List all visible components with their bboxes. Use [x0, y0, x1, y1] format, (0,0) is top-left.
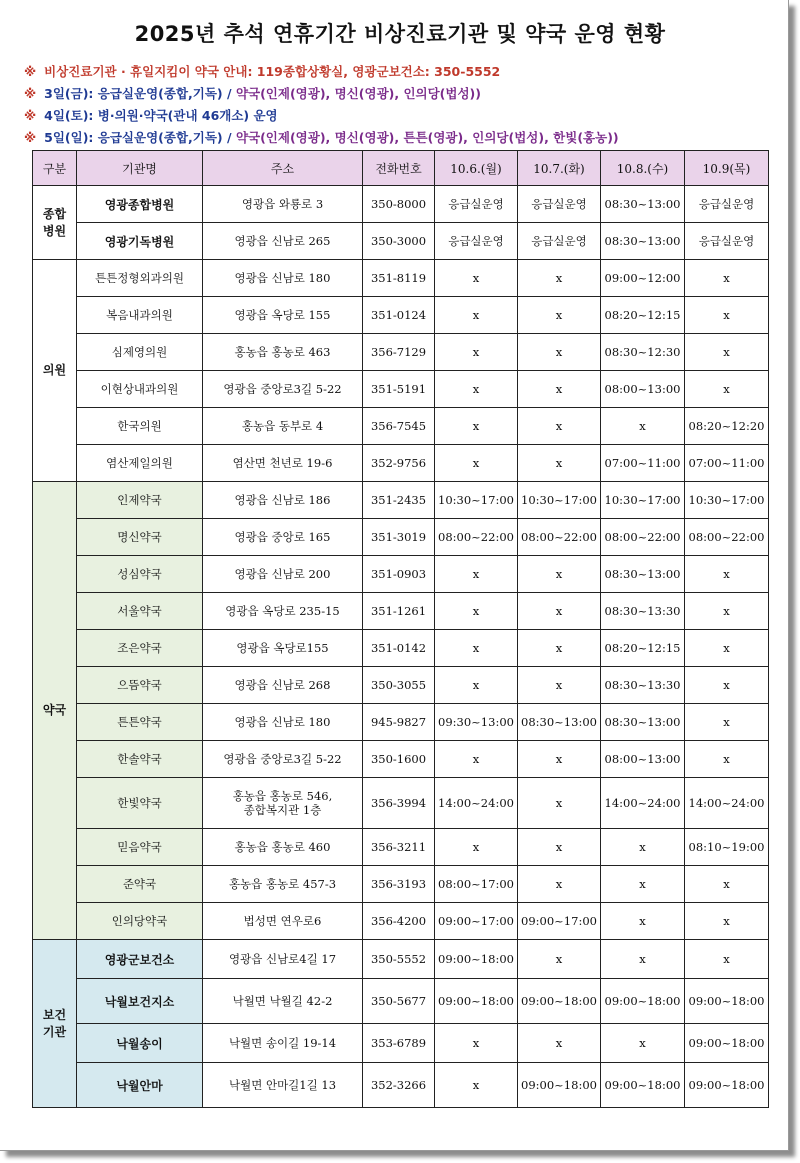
date-1-cell: 09:00~18:00 [435, 979, 518, 1024]
address-cell: 홍농읍 홍농로 460 [203, 829, 363, 866]
address-cell: 영광읍 신남로4길 17 [203, 940, 363, 979]
date-4-cell: 09:00~18:00 [685, 979, 769, 1024]
address-cell: 영광읍 신남로 268 [203, 667, 363, 704]
address-cell: 낙월면 안마길1길 13 [203, 1063, 363, 1108]
phone-cell: 352-9756 [363, 445, 435, 482]
date-2-cell: 09:00~17:00 [518, 903, 601, 940]
date-1-cell: x [435, 667, 518, 704]
name-cell: 심제영의원 [77, 334, 203, 371]
table-row [33, 866, 769, 903]
table-row [33, 829, 769, 866]
date-1-cell: x [435, 334, 518, 371]
notice-day3 [24, 84, 481, 102]
date-2-cell: 08:00~22:00 [518, 519, 601, 556]
date-1-cell: x [435, 445, 518, 482]
date-4-cell: x [685, 371, 769, 408]
date-4-cell: x [685, 903, 769, 940]
table-row [33, 519, 769, 556]
notice-day4-text: 4일(토): 병·의원·약국(관내 46개소) 운영 [44, 108, 278, 123]
phone-cell: 351-0142 [363, 630, 435, 667]
phone-cell: 351-2435 [363, 482, 435, 519]
date-3-cell: 09:00~18:00 [601, 1063, 685, 1108]
date-2-cell: x [518, 1024, 601, 1063]
name-cell: 튼튼정형외과의원 [77, 260, 203, 297]
table-row [33, 408, 769, 445]
date-1-cell: x [435, 371, 518, 408]
date-3-cell: 08:30~12:30 [601, 334, 685, 371]
date-2-cell: 09:00~18:00 [518, 979, 601, 1024]
date-4-cell: x [685, 556, 769, 593]
date-1-cell: 09:30~13:00 [435, 704, 518, 741]
table-row [33, 223, 769, 260]
document-title: 2025년 추석 연휴기간 비상진료기관 및 약국 운영 현황 [134, 22, 666, 46]
phone-cell: 351-1261 [363, 593, 435, 630]
phone-cell: 350-5552 [363, 940, 435, 979]
date-3-cell: 07:00~11:00 [601, 445, 685, 482]
table-row [33, 371, 769, 408]
header-date-3: 10.8.(수) [601, 151, 685, 186]
date-2-cell: x [518, 829, 601, 866]
name-cell: 명신약국 [77, 519, 203, 556]
category-cell-hospital: 종합 병원 [33, 186, 77, 260]
date-2-cell: 응급실운영 [518, 223, 601, 260]
address-cell: 영광읍 옥당로 235-15 [203, 593, 363, 630]
address-cell: 영광읍 중앙로 165 [203, 519, 363, 556]
date-4-cell: x [685, 593, 769, 630]
date-1-cell: 14:00~24:00 [435, 778, 518, 829]
date-4-cell: 08:10~19:00 [685, 829, 769, 866]
category-cell-pharmacy: 약국 [33, 482, 77, 940]
name-cell: 으뜸약국 [77, 667, 203, 704]
date-1-cell: 08:00~22:00 [435, 519, 518, 556]
date-2-cell: 08:30~13:00 [518, 704, 601, 741]
date-2-cell: x [518, 741, 601, 778]
date-1-cell: 08:00~17:00 [435, 866, 518, 903]
notice-sep: / [227, 86, 232, 101]
phone-cell: 351-8119 [363, 260, 435, 297]
date-2-cell: x [518, 556, 601, 593]
address-cell: 영광읍 신남로 186 [203, 482, 363, 519]
table-body [33, 186, 769, 1108]
notice-contact-text: 비상진료기관 · 휴일지킴이 약국 안내: 119종합상황실, 영광군보건소: 350-5552 [44, 64, 501, 79]
notice-day5-pharmacy: 약국(인제(영광), 명신(영광), 튼튼(영광), 인의당(법성), 한빛(홍농)) [235, 130, 619, 145]
table-row [33, 1063, 769, 1108]
table-row [33, 297, 769, 334]
header-name: 기관명 [77, 151, 203, 186]
name-cell: 조은약국 [77, 630, 203, 667]
date-1-cell: x [435, 1024, 518, 1063]
notice-sep: / [227, 130, 232, 145]
table-row [33, 186, 769, 223]
date-1-cell: x [435, 741, 518, 778]
date-2-cell: 09:00~18:00 [518, 1063, 601, 1108]
date-3-cell: 08:00~13:00 [601, 371, 685, 408]
date-2-cell: x [518, 260, 601, 297]
date-2-cell: x [518, 667, 601, 704]
name-cell: 서울약국 [77, 593, 203, 630]
date-4-cell: x [685, 741, 769, 778]
header-date-2: 10.7.(화) [518, 151, 601, 186]
date-3-cell: 09:00~18:00 [601, 979, 685, 1024]
phone-cell: 356-3994 [363, 778, 435, 829]
phone-cell: 350-8000 [363, 186, 435, 223]
date-2-cell: x [518, 408, 601, 445]
header-date-4: 10.9(목) [685, 151, 769, 186]
name-cell: 낙월송이 [77, 1024, 203, 1063]
phone-cell: 350-3055 [363, 667, 435, 704]
date-4-cell: x [685, 704, 769, 741]
phone-cell: 351-5191 [363, 371, 435, 408]
address-cell: 홍농읍 동부로 4 [203, 408, 363, 445]
date-2-cell: x [518, 297, 601, 334]
name-cell: 영광종합병원 [77, 186, 203, 223]
date-2-cell: x [518, 940, 601, 979]
date-4-cell: 09:00~18:00 [685, 1024, 769, 1063]
phone-cell: 356-7545 [363, 408, 435, 445]
phone-cell: 356-4200 [363, 903, 435, 940]
date-3-cell: x [601, 903, 685, 940]
table-row [33, 778, 769, 829]
date-1-cell: x [435, 297, 518, 334]
date-2-cell: x [518, 371, 601, 408]
date-3-cell: x [601, 866, 685, 903]
date-4-cell: x [685, 260, 769, 297]
name-cell: 영광기독병원 [77, 223, 203, 260]
notice-day5 [24, 128, 619, 146]
address-cell: 영광읍 옥당로 155 [203, 297, 363, 334]
category-cell-health: 보건 기관 [33, 940, 77, 1108]
category-cell-clinic: 의원 [33, 260, 77, 482]
date-2-cell: x [518, 778, 601, 829]
date-1-cell: 10:30~17:00 [435, 482, 518, 519]
date-4-cell: 응급실운영 [685, 186, 769, 223]
header-phone: 전화번호 [363, 151, 435, 186]
date-1-cell: x [435, 260, 518, 297]
name-cell: 한빛약국 [77, 778, 203, 829]
notice-mark: ※ [24, 64, 37, 79]
date-1-cell: 응급실운영 [435, 186, 518, 223]
table-row [33, 482, 769, 519]
address-cell: 낙월면 낙월길 42-2 [203, 979, 363, 1024]
table-row [33, 630, 769, 667]
date-4-cell: 10:30~17:00 [685, 482, 769, 519]
date-1-cell: x [435, 556, 518, 593]
address-cell: 염산면 천년로 19-6 [203, 445, 363, 482]
date-4-cell: x [685, 667, 769, 704]
notice-mark: ※ [24, 108, 37, 123]
date-1-cell: x [435, 408, 518, 445]
date-4-cell: 응급실운영 [685, 223, 769, 260]
phone-cell: 350-5677 [363, 979, 435, 1024]
table-row [33, 445, 769, 482]
address-cell: 홍농읍 홍농로 463 [203, 334, 363, 371]
date-2-cell: x [518, 866, 601, 903]
date-1-cell: x [435, 1063, 518, 1108]
date-3-cell: 08:30~13:00 [601, 704, 685, 741]
date-2-cell: x [518, 630, 601, 667]
date-2-cell: x [518, 445, 601, 482]
phone-cell: 356-7129 [363, 334, 435, 371]
date-2-cell: 10:30~17:00 [518, 482, 601, 519]
notice-day3-pharmacy: 약국(인제(영광), 명신(영광), 인의당(법성)) [235, 86, 481, 101]
date-3-cell: 08:20~12:15 [601, 297, 685, 334]
phone-cell: 945-9827 [363, 704, 435, 741]
date-3-cell: 10:30~17:00 [601, 482, 685, 519]
name-cell: 믿음약국 [77, 829, 203, 866]
name-cell: 인제약국 [77, 482, 203, 519]
notice-contact [24, 62, 500, 80]
header-date-1: 10.6.(월) [435, 151, 518, 186]
date-4-cell: x [685, 334, 769, 371]
address-cell: 법성면 연우로6 [203, 903, 363, 940]
date-3-cell: 08:30~13:30 [601, 593, 685, 630]
date-3-cell: x [601, 829, 685, 866]
date-3-cell: x [601, 1024, 685, 1063]
date-3-cell: 08:00~22:00 [601, 519, 685, 556]
table-row [33, 741, 769, 778]
date-1-cell: x [435, 829, 518, 866]
phone-cell: 351-0124 [363, 297, 435, 334]
date-4-cell: x [685, 297, 769, 334]
phone-cell: 356-3193 [363, 866, 435, 903]
table-row [33, 667, 769, 704]
date-1-cell: 09:00~17:00 [435, 903, 518, 940]
address-cell: 영광읍 옥당로155 [203, 630, 363, 667]
address-cell: 영광읍 신남로 265 [203, 223, 363, 260]
address-cell: 영광읍 중앙로3길 5-22 [203, 741, 363, 778]
name-cell: 준약국 [77, 866, 203, 903]
phone-cell: 352-3266 [363, 1063, 435, 1108]
address-cell: 낙월면 송이길 19-14 [203, 1024, 363, 1063]
address-cell: 영광읍 신남로 180 [203, 704, 363, 741]
date-1-cell: 09:00~18:00 [435, 940, 518, 979]
address-cell: 영광읍 신남로 180 [203, 260, 363, 297]
header-category: 구분 [33, 151, 77, 186]
notice-mark: ※ [24, 86, 37, 101]
name-cell: 성심약국 [77, 556, 203, 593]
date-3-cell: 08:30~13:00 [601, 556, 685, 593]
date-2-cell: x [518, 593, 601, 630]
name-cell: 낙월안마 [77, 1063, 203, 1108]
date-3-cell: 08:30~13:00 [601, 186, 685, 223]
date-4-cell: 14:00~24:00 [685, 778, 769, 829]
header-address: 주소 [203, 151, 363, 186]
date-3-cell: x [601, 408, 685, 445]
name-cell: 낙월보건지소 [77, 979, 203, 1024]
phone-cell: 353-6789 [363, 1024, 435, 1063]
phone-cell: 350-1600 [363, 741, 435, 778]
phone-cell: 351-3019 [363, 519, 435, 556]
date-3-cell: 09:00~12:00 [601, 260, 685, 297]
notice-day3-er: 3일(금): 응급실운영(종합,기독) [44, 86, 223, 101]
date-3-cell: 08:30~13:30 [601, 667, 685, 704]
name-cell: 복음내과의원 [77, 297, 203, 334]
table-row [33, 593, 769, 630]
name-cell: 영광군보건소 [77, 940, 203, 979]
table-row [33, 556, 769, 593]
name-cell: 이현상내과의원 [77, 371, 203, 408]
address-cell: 영광읍 신남로 200 [203, 556, 363, 593]
table-row [33, 903, 769, 940]
date-4-cell: 08:00~22:00 [685, 519, 769, 556]
name-cell: 한솔약국 [77, 741, 203, 778]
date-4-cell: x [685, 940, 769, 979]
schedule-table [32, 150, 769, 1108]
table-header-row [33, 151, 769, 186]
notice-day5-er: 5일(일): 응급실운영(종합,기독) [44, 130, 223, 145]
notice-mark: ※ [24, 130, 37, 145]
date-4-cell: x [685, 866, 769, 903]
date-4-cell: 09:00~18:00 [685, 1063, 769, 1108]
table-row [33, 334, 769, 371]
table-row [33, 260, 769, 297]
date-1-cell: x [435, 630, 518, 667]
date-1-cell: x [435, 593, 518, 630]
address-cell: 홍농읍 홍농로 457-3 [203, 866, 363, 903]
name-cell: 염산제일의원 [77, 445, 203, 482]
name-cell: 인의당약국 [77, 903, 203, 940]
address-cell: 홍농읍 홍농로 546, 종합복지관 1층 [203, 778, 363, 829]
date-1-cell: 응급실운영 [435, 223, 518, 260]
table-row [33, 704, 769, 741]
date-4-cell: x [685, 630, 769, 667]
name-cell: 한국의원 [77, 408, 203, 445]
phone-cell: 356-3211 [363, 829, 435, 866]
address-cell: 영광읍 와룡로 3 [203, 186, 363, 223]
date-3-cell: 14:00~24:00 [601, 778, 685, 829]
date-4-cell: 08:20~12:20 [685, 408, 769, 445]
table-row [33, 1024, 769, 1063]
phone-cell: 351-0903 [363, 556, 435, 593]
table-row [33, 979, 769, 1024]
date-3-cell: 08:00~13:00 [601, 741, 685, 778]
date-4-cell: 07:00~11:00 [685, 445, 769, 482]
date-3-cell: 08:30~13:00 [601, 223, 685, 260]
table-row [33, 940, 769, 979]
notice-day4 [24, 106, 278, 124]
address-cell: 영광읍 중앙로3길 5-22 [203, 371, 363, 408]
phone-cell: 350-3000 [363, 223, 435, 260]
name-cell: 튼튼약국 [77, 704, 203, 741]
date-3-cell: x [601, 940, 685, 979]
date-3-cell: 08:20~12:15 [601, 630, 685, 667]
date-2-cell: 응급실운영 [518, 186, 601, 223]
date-2-cell: x [518, 334, 601, 371]
